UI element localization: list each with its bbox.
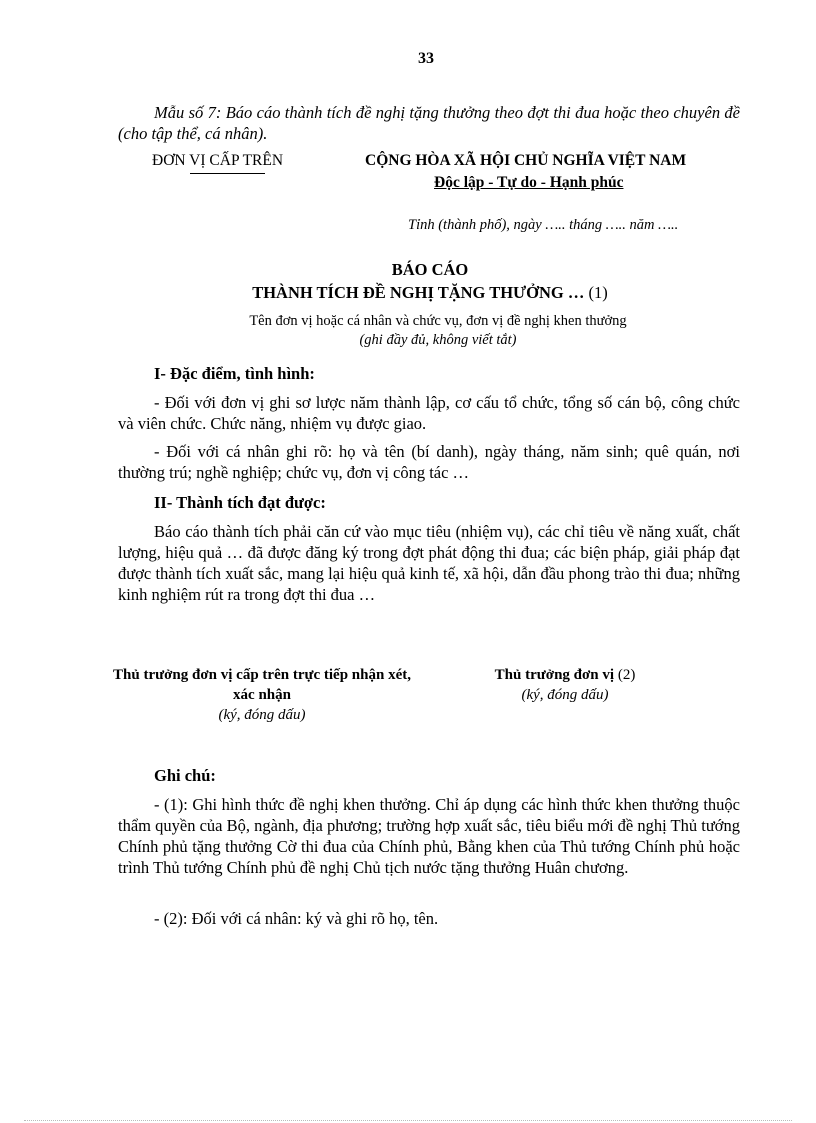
section2-paragraph: Báo cáo thành tích phải căn cứ vào mục tiêu (nhiệm vụ), các chỉ tiêu về năng xuất, chất lượng, hiệu quả … đã được đăng ký trong đợt phát động thi đua; các biện pháp, giải pháp đạt được thành tích xuất sắc, mang lại hiệu quả kinh tế, xã hội, dẫn đầu phong trào thi đua; những kinh nghiệm rút ra trong đợt thi đua …	[118, 522, 740, 604]
signature-superior-title: Thủ trưởng đơn vị cấp trên trực tiếp nhận xét, xác nhận	[113, 667, 411, 703]
page-bottom-border	[24, 1120, 792, 1121]
report-subtitle	[120, 283, 740, 303]
national-motto: Độc lập - Tự do - Hạnh phúc	[434, 174, 624, 191]
signature-unit-title: Thủ trưởng đơn vị	[494, 667, 615, 683]
issuing-unit-label: ĐƠN VỊ CẤP TRÊN	[152, 152, 284, 169]
section1-paragraph-unit: - Đối với đơn vị ghi sơ lược năm thành lập, cơ cấu tổ chức, tổng số cán bộ, công chức và viên chức. Chức năng, nhiệm vụ được giao.	[118, 393, 740, 433]
place-date-line: Tỉnh (thành phố), ngày ….. tháng ….. năm …..	[408, 217, 679, 233]
issuing-unit-underline	[190, 173, 265, 174]
report-subtitle-footnote: (1)	[588, 283, 608, 302]
notes-heading: Ghi chú:	[154, 766, 216, 785]
country-name: CỘNG HÒA XÃ HỘI CHỦ NGHĨA VIỆT NAM	[365, 152, 687, 169]
report-title: BÁO CÁO	[391, 260, 469, 279]
signature-unit-footnote: (2)	[617, 667, 636, 683]
note-1: - (1): Ghi hình thức đề nghị khen thưởng. Chỉ áp dụng các hình thức khen thưởng thuộc thẩm quyền của Bộ, ngành, địa phương; trường hợp xuất sắc, tiêu biểu mới đề nghị Thủ tướng Chính phủ tặng thưởng Cờ thi đua của Chính phủ, Bằng khen của Thủ tướng Chính phủ hoặc trình Thủ tướng Chính phủ đề nghị Chủ tịch nước tặng thưởng Huân chương.	[118, 795, 740, 877]
signature-superior-note: (ký, đóng dấu)	[218, 707, 306, 723]
section2-heading: II- Thành tích đạt được:	[154, 493, 326, 512]
unit-name-note: (ghi đầy đủ, không viết tắt)	[359, 332, 517, 348]
section1-heading: I- Đặc điểm, tình hình:	[154, 364, 315, 383]
signature-block-superior	[112, 665, 412, 725]
signature-block-unit	[440, 665, 690, 705]
form-caption: Mẫu số 7: Báo cáo thành tích đề nghị tặng thưởng theo đợt thi đua hoặc theo chuyên đề (cho tập thể, cá nhân).	[118, 103, 740, 143]
unit-name-line: Tên đơn vị hoặc cá nhân và chức vụ, đơn vị đề nghị khen thưởng	[249, 313, 627, 329]
page-number: 33	[418, 50, 434, 67]
report-subtitle-text: THÀNH TÍCH ĐỀ NGHỊ TẶNG THƯỞNG …	[252, 283, 585, 302]
section1-paragraph-individual: - Đối với cá nhân ghi rõ: họ và tên (bí danh), ngày tháng, năm sinh; quê quán, nơi thường trú; nghề nghiệp; chức vụ, đơn vị công tác …	[118, 442, 740, 482]
note-2: - (2): Đối với cá nhân: ký và ghi rõ họ, tên.	[154, 909, 439, 928]
signature-unit-note: (ký, đóng dấu)	[521, 687, 609, 703]
